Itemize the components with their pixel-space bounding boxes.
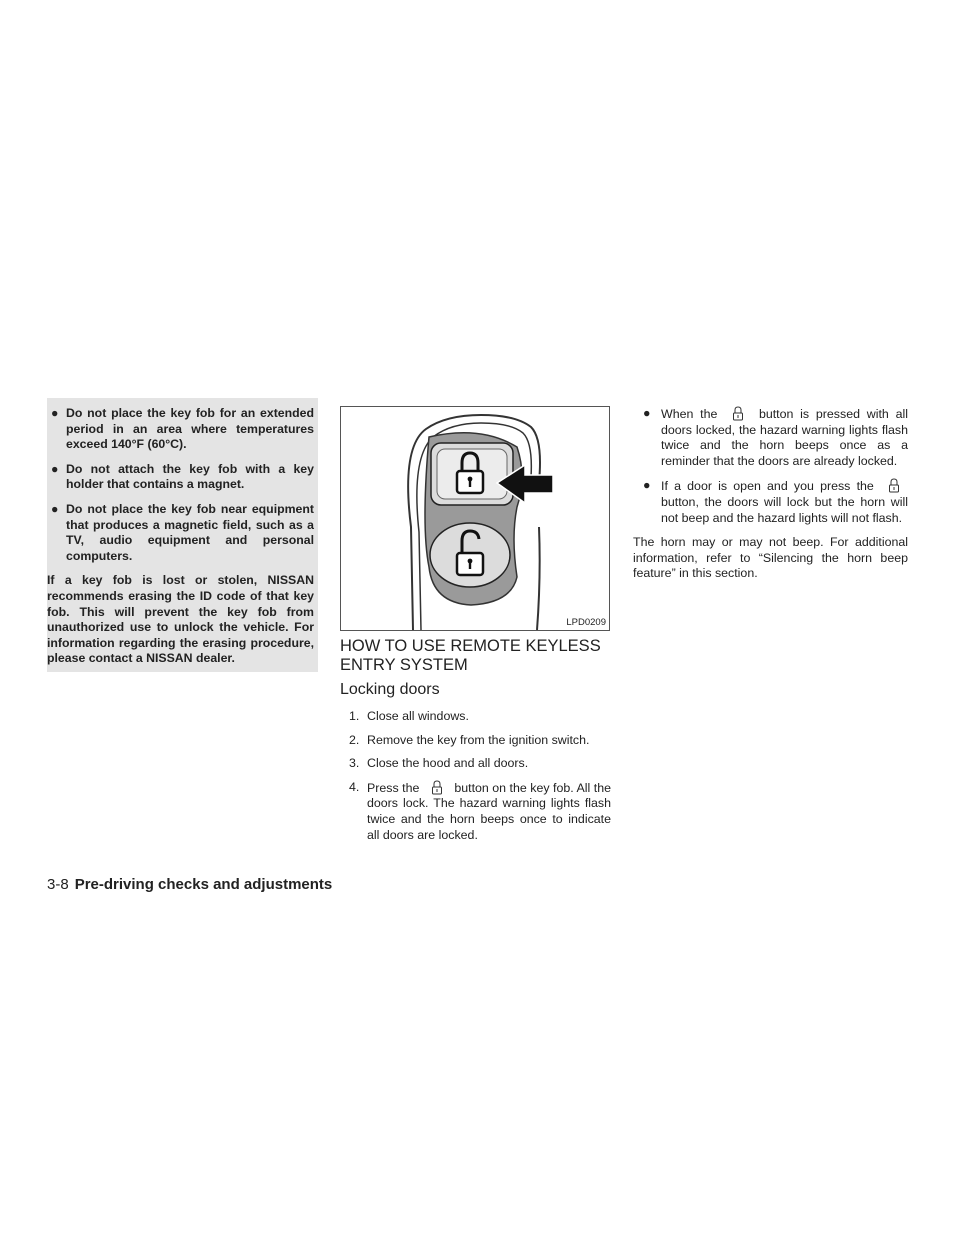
- step-text-pre: Press the: [367, 780, 420, 795]
- bullet-dot: ●: [643, 406, 651, 420]
- figure-label: LPD0209: [566, 617, 606, 628]
- subsection-heading: Locking doors: [340, 681, 440, 698]
- bullet-text-pre: When the: [661, 407, 718, 421]
- warning-bullet: [47, 406, 314, 453]
- bullet-text-post: button is pressed with all doors locked, the hazard warning lights flash twice and the horn beeps once as a reminder that the doors are already locked.: [661, 407, 908, 468]
- section-heading: HOW TO USE REMOTE KEYLESS ENTRY SYSTEM: [340, 637, 601, 674]
- bullet-text-post: button, the doors will lock but the horn will not beep and the hazard lights will not flash.: [661, 494, 908, 525]
- bullet-dot: ●: [51, 461, 59, 476]
- chapter-title: Pre-driving checks and adjustments: [74, 876, 333, 893]
- bullet-dot: ●: [643, 478, 651, 493]
- right-column: [633, 406, 908, 582]
- key-fob-illustration: [341, 407, 609, 630]
- list-item: [349, 756, 611, 772]
- step-number: 3.: [349, 756, 360, 771]
- list-item: [643, 406, 908, 469]
- bullet-text-pre: If a door is open and you press the: [661, 479, 874, 494]
- warning-box: [47, 398, 318, 672]
- lock-icon: [880, 478, 908, 492]
- lock-icon: [724, 406, 752, 420]
- step-number: 4.: [349, 779, 360, 794]
- page-number: 3-8: [47, 876, 69, 893]
- bullet-dot: ●: [51, 501, 59, 516]
- steps-list: [349, 709, 611, 851]
- page-footer: [47, 876, 332, 893]
- warning-bullet-text: Do not attach the key fob with a key holder that contains a magnet.: [66, 461, 314, 492]
- list-item: [643, 478, 908, 526]
- note-paragraph: The horn may or may not beep. For additional information, refer to “Silencing the horn beep feature” in this section.: [633, 535, 908, 581]
- step-text-post: button on the key fob. All the doors lock. The hazard warning lights flash twice and the horn beeps once to indicate all doors are locked.: [367, 780, 611, 842]
- warning-bullet: [47, 462, 314, 493]
- key-fob-figure: [340, 406, 610, 631]
- step-text: Close all windows.: [367, 709, 469, 723]
- step-text: Close the hood and all doors.: [367, 756, 529, 771]
- step-number: 2.: [349, 732, 360, 747]
- warning-paragraph: If a key fob is lost or stolen, NISSAN recommends erasing the ID code of that key fob. This will prevent the key fob from unauthorized use to unlock the vehicle. For information regarding the erasing procedure, please contact a NISSAN dealer.: [47, 573, 314, 666]
- warning-bullet-text: Do not place the key fob near equipment that produces a magnetic field, such as a TV, audio equipment and personal computers.: [66, 501, 314, 563]
- list-item: [349, 780, 611, 843]
- step-number: 1.: [349, 709, 360, 723]
- step-text: Remove the key from the ignition switch.: [367, 732, 590, 747]
- list-item: [349, 733, 611, 749]
- warning-bullet-text: Do not place the key fob for an extended period in an area where temperatures exceed 140°F (60°C).: [66, 406, 314, 452]
- bullet-dot: ●: [51, 406, 59, 420]
- lock-icon: [423, 780, 451, 794]
- warning-bullet: [47, 502, 314, 564]
- list-item: [349, 709, 611, 725]
